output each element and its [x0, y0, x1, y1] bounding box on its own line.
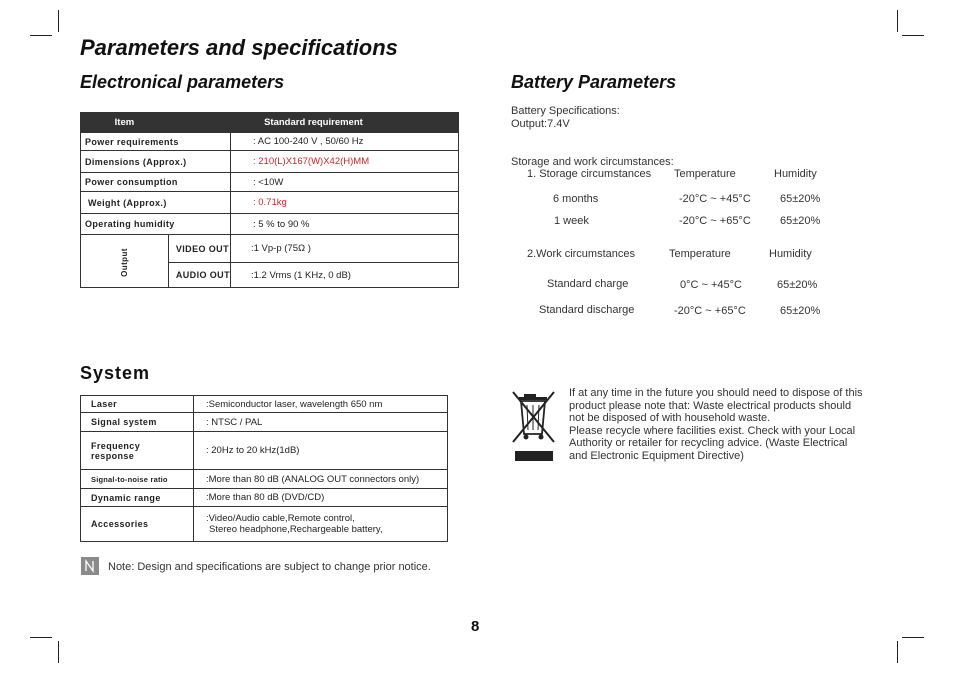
storage-temp: -20°C ~ +45°C [679, 193, 751, 205]
recycle-line: Authority or retailer for recycling advice. (Waste Electrical [569, 437, 848, 449]
work-humidity: 65±20% [780, 305, 821, 317]
accessories-line: Stereo headphone,Rechargeable battery, [209, 524, 383, 535]
storage-title: Storage and work circumstances: [511, 156, 674, 168]
crop-mark [58, 641, 59, 663]
work-humidity-header: Humidity [769, 248, 812, 260]
row-label: Weight (Approx.) [81, 192, 231, 214]
output-label: Output [119, 248, 129, 277]
crop-mark [902, 637, 924, 638]
recycle-line: product please note that: Waste electrical products should [569, 399, 852, 412]
system-row-label: Laser [81, 396, 194, 413]
storage-humidity: 65±20% [780, 215, 821, 227]
video-out-label: VIDEO OUT [168, 235, 230, 263]
row-value: : 5 % to 90 % [230, 214, 458, 235]
work-temp: -20°C ~ +65°C [674, 305, 746, 317]
recycle-text [569, 387, 863, 462]
electronical-heading: Electronical parameters [80, 72, 285, 92]
crop-mark [30, 637, 52, 638]
col-standard-header: Standard requirement [168, 113, 458, 133]
row-value: : <10W [230, 173, 458, 192]
system-row-label: Signal-to-noise ratio [81, 470, 194, 489]
page-title: Parameters and specifications [80, 35, 398, 60]
row-label: Power requirements [81, 133, 231, 151]
work-humidity: 65±20% [777, 279, 818, 291]
system-row-label: Dynamic range [81, 489, 194, 507]
page-number: 8 [471, 618, 480, 635]
note-icon [81, 557, 99, 575]
system-row-value: :Semiconductor laser, wavelength 650 nm [194, 396, 448, 413]
storage-temp: -20°C ~ +65°C [679, 215, 751, 227]
system-row-value: : 20Hz to 20 kHz(1dB) [194, 432, 448, 470]
storage-humidity: 65±20% [780, 193, 821, 205]
crop-mark [897, 641, 898, 663]
system-heading: System [80, 363, 151, 383]
row-label: Power consumption [81, 173, 231, 192]
storage-period: 1 week [554, 215, 589, 227]
audio-out-label: AUDIO OUT [168, 263, 230, 288]
battery-heading: Battery Parameters [511, 72, 677, 92]
system-row-label [81, 432, 194, 470]
recycle-line: and Electronic Equipment Directive) [569, 449, 744, 462]
col-item-header: Item [81, 113, 169, 133]
crop-mark [902, 35, 924, 36]
work-temperature-header: Temperature [669, 248, 731, 260]
storage-period: 6 months [553, 193, 599, 205]
storage-label: 1. Storage circumstances [527, 168, 652, 180]
crop-mark [897, 10, 898, 32]
battery-output: Output:7.4V [511, 118, 570, 130]
row-value: : AC 100-240 V , 50/60 Hz [230, 133, 458, 151]
recycle-line: Please recycle where facilities exist. Check with your Local [569, 424, 856, 437]
storage-humidity-header: Humidity [774, 168, 817, 180]
work-period: Standard discharge [539, 304, 635, 316]
system-row-value: :More than 80 dB (DVD/CD) [194, 489, 448, 507]
recycle-line: If at any time in the future you should need to dispose of this [569, 387, 863, 399]
battery-spec-title: Battery Specifications: [511, 105, 620, 117]
audio-out-value: :1.2 Vrms (1 KHz, 0 dB) [230, 263, 458, 288]
video-out-value: :1 Vp-p (75Ω ) [230, 235, 458, 263]
row-label: Dimensions (Approx.) [81, 151, 231, 173]
accessories-line: :Video/Audio cable,Remote control, [206, 513, 355, 524]
crop-mark [58, 10, 59, 32]
system-row-label: Accessories [81, 507, 194, 542]
system-table [80, 395, 448, 542]
row-value: : 0.71kg [230, 192, 458, 214]
frequency-response-label: Frequency response [91, 440, 141, 461]
system-row-value: : NTSC / PAL [194, 413, 448, 432]
row-value: : 210(L)X167(W)X42(H)MM [230, 151, 458, 173]
storage-temperature-header: Temperature [674, 168, 736, 180]
crossed-out-wheelie-bin-icon [510, 388, 558, 462]
system-row-label: Signal system [81, 413, 194, 432]
row-label: Operating humidity [81, 214, 231, 235]
note-text: Note: Design and specifications are subject to change prior notice. [108, 561, 431, 573]
recycle-line: not be disposed of with household waste. [569, 412, 771, 424]
system-row-value [194, 507, 448, 542]
crop-mark [30, 35, 52, 36]
work-temp: 0°C ~ +45°C [680, 279, 742, 291]
electronical-table [80, 112, 459, 288]
output-group-label [81, 235, 169, 288]
system-row-value: :More than 80 dB (ANALOG OUT connectors only) [194, 470, 448, 489]
work-period: Standard charge [547, 278, 629, 290]
work-label: 2.Work circumstances [527, 248, 635, 260]
